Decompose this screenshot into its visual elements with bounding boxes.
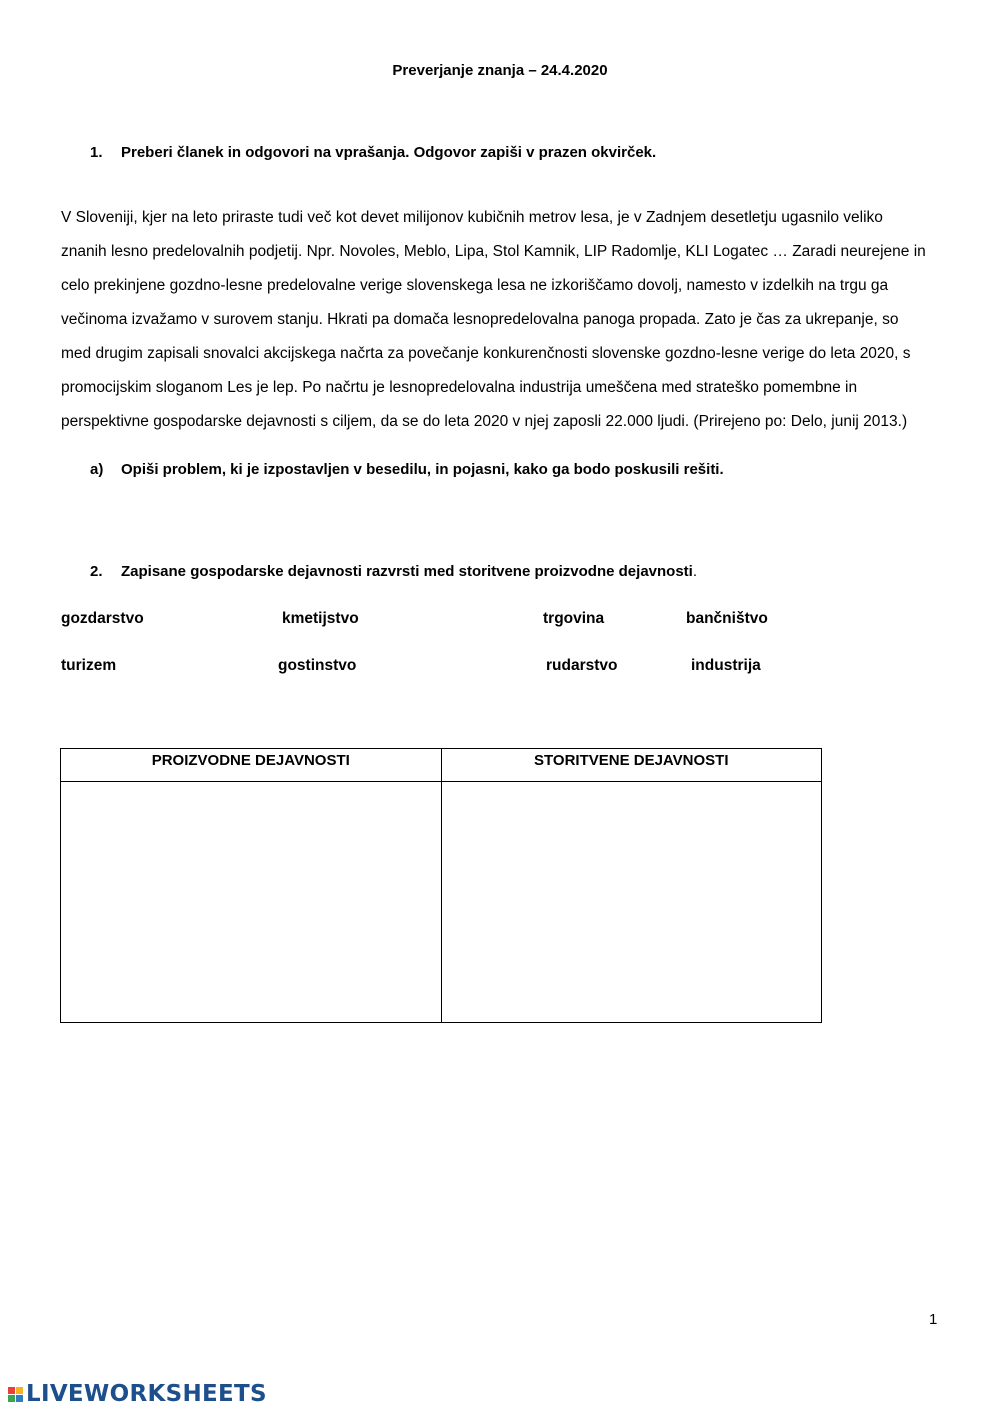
article-line: perspektivne gospodarske dejavnosti s ciljem, da se do leta 2020 v njej zaposli 22.000 ljudi. (Prirejeno po: Delo, junij 2013.) (61, 413, 908, 430)
article-line: promocijskim sloganom Les je lep. Po načrtu je lesnopredelovalna industrija umeščena med strateško pomembne in (61, 379, 858, 396)
question-2 (90, 563, 697, 580)
logo-text: LIVEWORKSHEETS (26, 1381, 267, 1407)
page-number: 1 (929, 1311, 938, 1328)
word-item[interactable]: rudarstvo (546, 657, 618, 674)
liveworksheets-logo (8, 1381, 267, 1407)
drop-zone-services[interactable] (441, 782, 822, 1023)
word-item[interactable]: gostinstvo (278, 657, 357, 674)
question-2-period: . (692, 563, 698, 580)
question-1 (90, 144, 656, 161)
table-header-services: STORITVENE DEJAVNOSTI (441, 749, 822, 782)
logo-icon (8, 1387, 23, 1402)
word-item[interactable]: gozdarstvo (61, 610, 144, 627)
question-1-number: 1. (90, 144, 103, 161)
logo-square (16, 1395, 23, 1402)
question-2-number: 2. (90, 563, 103, 580)
word-item[interactable]: trgovina (543, 610, 605, 627)
classification-table (60, 748, 822, 1023)
word-item[interactable]: bančništvo (686, 610, 768, 627)
logo-square (8, 1395, 15, 1402)
question-1a-text: Opiši problem, ki je izpostavljen v besedilu, in pojasni, kako ga bodo poskusili rešiti. (121, 461, 724, 478)
question-1a-number: a) (90, 461, 104, 478)
question-2-text: Zapisane gospodarske dejavnosti razvrsti med storitvene proizvodne dejavnosti (121, 563, 693, 580)
word-item[interactable]: turizem (61, 657, 117, 674)
logo-square (8, 1387, 15, 1394)
logo-square (16, 1387, 23, 1394)
table-header-production: PROIZVODNE DEJAVNOSTI (61, 749, 442, 782)
question-1-text: Preberi članek in odgovori na vprašanja. Odgovor zapiši v prazen okvirček. (121, 144, 657, 161)
article-line: večinoma izvažamo v surovem stanju. Hkrati pa domača lesnopredelovalna panoga propada. Zato je čas za ukrepanje, so (61, 311, 899, 328)
drop-zone-production[interactable] (61, 782, 442, 1023)
article-line: V Sloveniji, kjer na leto priraste tudi več kot devet milijonov kubičnih metrov lesa, je v Zadnjem desetletju ugasnilo veliko (61, 209, 883, 226)
word-item[interactable]: industrija (691, 657, 761, 674)
question-1a (90, 461, 724, 478)
article-line: med drugim zapisali snovalci akcijskega načrta za povečanje konkurenčnosti slovenske gozdno-lesne verige do leta 2020, s (61, 345, 911, 362)
article-line: znanih lesno predelovalnih podjetij. Npr. Novoles, Meblo, Lipa, Stol Kamnik, LIP Radomlje, KLI Logatec … Zaradi neurejene in (61, 243, 926, 260)
word-item[interactable]: kmetijstvo (282, 610, 359, 627)
page-title: Preverjanje znanja – 24.4.2020 (392, 62, 608, 79)
article-line: celo prekinjene gozdno-lesne predelovalne verige slovenskega lesa ne izkoriščamo dovolj, namesto v izdelkih na trgu ga (61, 277, 889, 294)
